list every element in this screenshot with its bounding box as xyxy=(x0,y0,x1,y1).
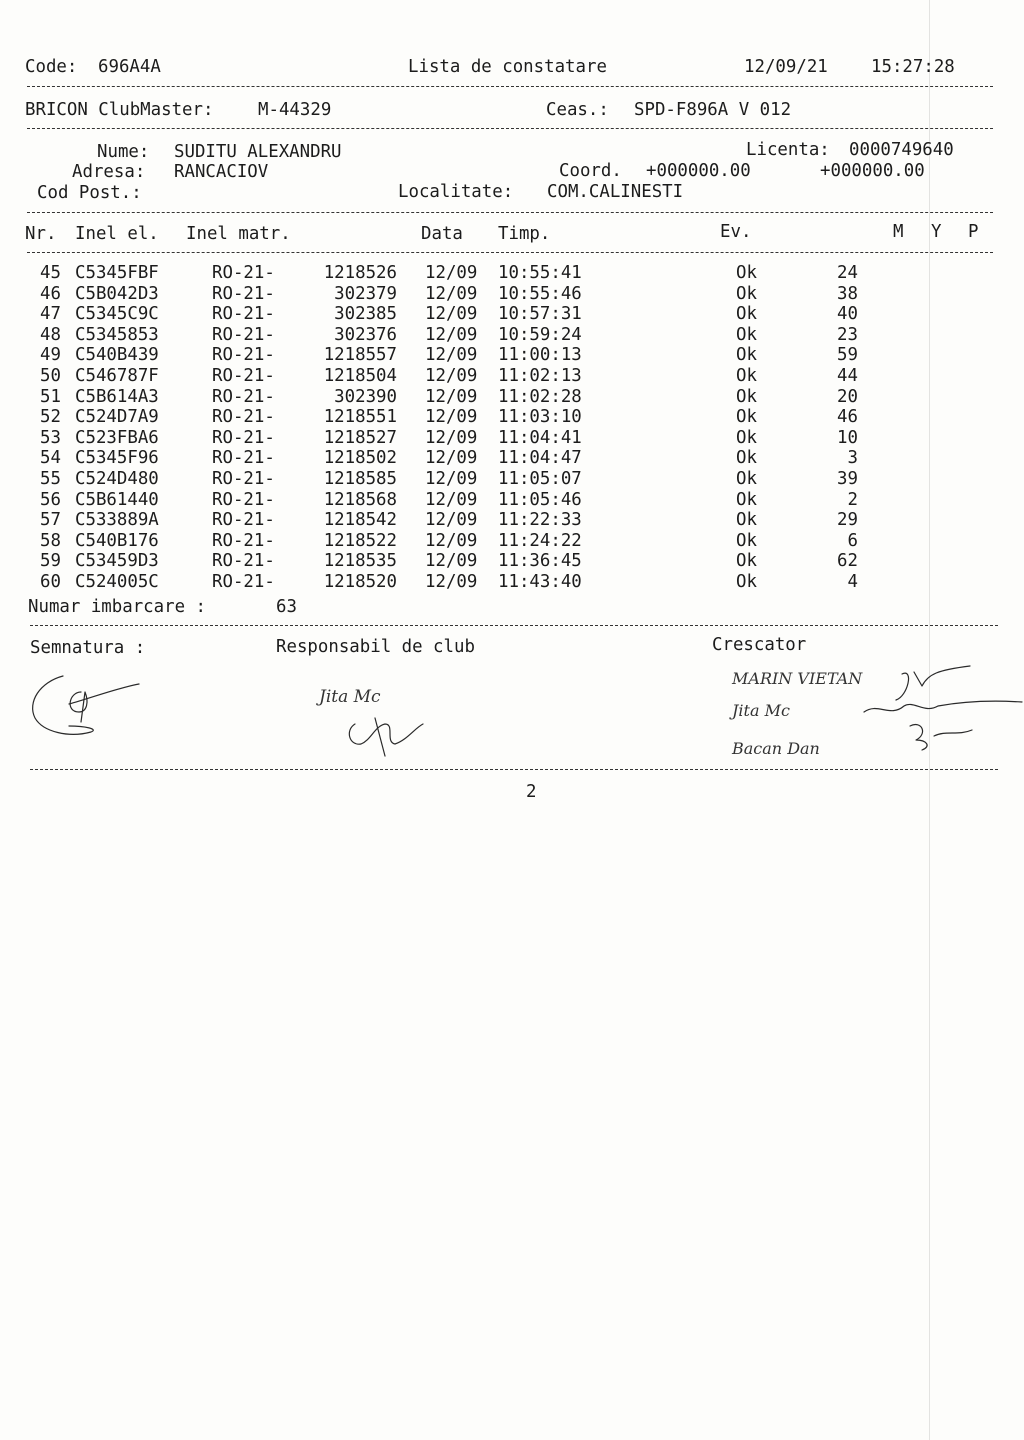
table-row xyxy=(0,263,1024,284)
table-row xyxy=(0,428,1024,449)
cell-pre: RO-21- xyxy=(212,571,275,592)
cell-date: 12/09 xyxy=(425,263,478,283)
cell-time: 11:24:22 xyxy=(498,530,582,551)
cell-nr: 49 xyxy=(40,345,61,366)
cell-time: 10:55:41 xyxy=(498,263,582,283)
cell-el: C524D480 xyxy=(75,468,159,489)
coord-y: +000000.00 xyxy=(820,161,925,181)
cell-time: 11:43:40 xyxy=(498,571,582,592)
table-row xyxy=(0,325,1024,346)
cell-m: 29 xyxy=(837,510,858,531)
code-label: Code: xyxy=(25,57,78,77)
cell-ev: Ok xyxy=(736,448,757,469)
table-row xyxy=(0,531,1024,552)
table-row xyxy=(0,510,1024,531)
cell-nr: 50 xyxy=(40,365,61,386)
clock-label: Ceas.: xyxy=(546,100,609,120)
cell-m: 38 xyxy=(837,283,858,304)
cell-el: C5B61440 xyxy=(75,489,159,510)
breeder-signature-text-3: Bacan Dan xyxy=(732,739,820,758)
cell-nr: 46 xyxy=(40,283,61,304)
cell-pre: RO-21- xyxy=(212,407,275,428)
col-ev: Ev. xyxy=(720,222,752,242)
table-row xyxy=(0,387,1024,408)
name-label: Nume: xyxy=(97,142,150,162)
cell-matr: 1218542 xyxy=(323,510,397,531)
table-row xyxy=(0,448,1024,469)
cell-pre: RO-21- xyxy=(212,386,275,407)
cell-time: 10:55:46 xyxy=(498,283,582,304)
cell-pre: RO-21- xyxy=(212,448,275,469)
cell-el: C533889A xyxy=(75,510,159,531)
cell-el: C546787F xyxy=(75,365,159,386)
cell-matr: 1218504 xyxy=(323,365,397,386)
cell-matr: 1218585 xyxy=(323,468,397,489)
clock-value: SPD-F896A V 012 xyxy=(634,100,792,120)
cell-ev: Ok xyxy=(736,551,757,572)
cell-nr: 60 xyxy=(40,571,61,592)
signature-label: Semnatura : xyxy=(30,638,146,658)
print-time: 15:27:28 xyxy=(871,57,955,77)
page-number: 2 xyxy=(526,782,537,802)
locality-label: Localitate: xyxy=(398,182,514,202)
col-p: P xyxy=(968,222,979,242)
cell-date: 12/09 xyxy=(425,530,478,551)
breeder-label: Crescator xyxy=(712,635,807,655)
col-date: Data xyxy=(421,224,463,244)
cell-time: 11:22:33 xyxy=(498,510,582,531)
separator xyxy=(27,252,993,253)
cell-m: 44 xyxy=(837,365,858,386)
cell-time: 11:05:46 xyxy=(498,489,582,510)
coord-x: +000000.00 xyxy=(646,161,751,181)
cell-m: 59 xyxy=(837,345,858,366)
cell-m: 2 xyxy=(847,489,858,510)
cell-date: 12/09 xyxy=(425,448,478,469)
cell-nr: 48 xyxy=(40,324,61,345)
cell-pre: RO-21- xyxy=(212,427,275,448)
table-row xyxy=(0,304,1024,325)
cell-nr: 45 xyxy=(40,263,61,283)
table-row xyxy=(0,366,1024,387)
cell-matr: 302385 xyxy=(334,304,397,325)
cell-ev: Ok xyxy=(736,365,757,386)
breeder-signature-text-1: MARIN VIETAN xyxy=(732,669,863,688)
cell-m: 40 xyxy=(837,304,858,325)
separator xyxy=(27,128,993,129)
cell-pre: RO-21- xyxy=(212,263,275,283)
cell-ev: Ok xyxy=(736,510,757,531)
club-signature-text: Jita Mc xyxy=(319,687,381,707)
cell-date: 12/09 xyxy=(425,551,478,572)
cell-pre: RO-21- xyxy=(212,304,275,325)
cell-date: 12/09 xyxy=(425,365,478,386)
table-row xyxy=(0,469,1024,490)
cell-m: 3 xyxy=(847,448,858,469)
cell-el: C5345853 xyxy=(75,324,159,345)
cell-time: 11:04:41 xyxy=(498,427,582,448)
cell-date: 12/09 xyxy=(425,510,478,531)
cell-el: C53459D3 xyxy=(75,551,159,572)
cell-pre: RO-21- xyxy=(212,283,275,304)
cell-m: 6 xyxy=(847,530,858,551)
cell-ev: Ok xyxy=(736,427,757,448)
cell-date: 12/09 xyxy=(425,386,478,407)
cell-date: 12/09 xyxy=(425,468,478,489)
cell-nr: 52 xyxy=(40,407,61,428)
cell-matr: 1218522 xyxy=(323,530,397,551)
owner-address: RANCACIOV xyxy=(174,162,269,182)
code-value: 696A4A xyxy=(98,57,161,77)
cell-date: 12/09 xyxy=(425,427,478,448)
license-label: Licenta: xyxy=(746,140,830,160)
handwritten-signature-main xyxy=(25,668,145,748)
cell-time: 11:02:28 xyxy=(498,386,582,407)
cell-time: 10:59:24 xyxy=(498,324,582,345)
document-title: Lista de constatare xyxy=(408,57,607,77)
cell-el: C5345C9C xyxy=(75,304,159,325)
cell-matr: 1218502 xyxy=(323,448,397,469)
cell-ev: Ok xyxy=(736,489,757,510)
cell-pre: RO-21- xyxy=(212,489,275,510)
cell-date: 12/09 xyxy=(425,283,478,304)
cell-time: 11:04:47 xyxy=(498,448,582,469)
cell-ev: Ok xyxy=(736,407,757,428)
cell-matr: 1218526 xyxy=(323,263,397,283)
cell-el: C5345FBF xyxy=(75,263,159,283)
cell-matr: 1218527 xyxy=(323,427,397,448)
separator xyxy=(27,86,993,87)
col-time: Timp. xyxy=(498,224,551,244)
cell-nr: 57 xyxy=(40,510,61,531)
cell-m: 46 xyxy=(837,407,858,428)
license-value: 0000749640 xyxy=(849,140,954,160)
cell-el: C540B176 xyxy=(75,530,159,551)
cell-nr: 55 xyxy=(40,468,61,489)
cell-time: 11:03:10 xyxy=(498,407,582,428)
col-nr: Nr. xyxy=(25,224,57,244)
cell-nr: 47 xyxy=(40,304,61,325)
cell-m: 24 xyxy=(837,263,858,283)
cell-nr: 58 xyxy=(40,530,61,551)
cell-pre: RO-21- xyxy=(212,324,275,345)
cell-m: 4 xyxy=(847,571,858,592)
cell-pre: RO-21- xyxy=(212,365,275,386)
cell-el: C523FBA6 xyxy=(75,427,159,448)
cell-matr: 1218568 xyxy=(323,489,397,510)
system-label: BRICON ClubMaster: xyxy=(25,100,214,120)
coord-label: Coord. xyxy=(559,161,622,181)
cell-nr: 54 xyxy=(40,448,61,469)
col-y: Y xyxy=(931,222,942,242)
cell-time: 11:00:13 xyxy=(498,345,582,366)
cell-el: C524D7A9 xyxy=(75,407,159,428)
cell-nr: 59 xyxy=(40,551,61,572)
cell-el: C5345F96 xyxy=(75,448,159,469)
col-ring-el: Inel el. xyxy=(75,224,159,244)
cell-matr: 1218520 xyxy=(323,571,397,592)
owner-locality: COM.CALINESTI xyxy=(547,182,684,202)
cell-ev: Ok xyxy=(736,263,757,283)
separator xyxy=(30,769,998,770)
col-ring-matr: Inel matr. xyxy=(186,224,291,244)
cell-nr: 51 xyxy=(40,386,61,407)
cell-matr: 1218557 xyxy=(323,345,397,366)
table-row xyxy=(0,490,1024,511)
table-row xyxy=(0,572,1024,593)
cell-date: 12/09 xyxy=(425,345,478,366)
club-responsible-label: Responsabil de club xyxy=(276,637,475,657)
cell-matr: 302376 xyxy=(334,324,397,345)
handwritten-signature-breeder xyxy=(728,656,1024,764)
cell-ev: Ok xyxy=(736,530,757,551)
cell-ev: Ok xyxy=(736,324,757,345)
postal-label: Cod Post.: xyxy=(37,183,142,203)
cell-time: 10:57:31 xyxy=(498,304,582,325)
system-id: M-44329 xyxy=(258,100,332,120)
owner-name: SUDITU ALEXANDRU xyxy=(174,142,342,162)
cell-pre: RO-21- xyxy=(212,345,275,366)
cell-ev: Ok xyxy=(736,571,757,592)
cell-pre: RO-21- xyxy=(212,468,275,489)
cell-time: 11:02:13 xyxy=(498,365,582,386)
cell-time: 11:36:45 xyxy=(498,551,582,572)
cell-matr: 302379 xyxy=(334,283,397,304)
col-m: M xyxy=(893,222,904,242)
cell-date: 12/09 xyxy=(425,324,478,345)
cell-m: 20 xyxy=(837,386,858,407)
table-row xyxy=(0,551,1024,572)
table-row xyxy=(0,284,1024,305)
breeder-signature-text-2: Jita Mc xyxy=(732,701,790,720)
cell-m: 39 xyxy=(837,468,858,489)
cell-el: C540B439 xyxy=(75,345,159,366)
cell-el: C5B614A3 xyxy=(75,386,159,407)
cell-pre: RO-21- xyxy=(212,510,275,531)
cell-el: C524005C xyxy=(75,571,159,592)
cell-matr: 1218535 xyxy=(323,551,397,572)
cell-m: 10 xyxy=(837,427,858,448)
results-table xyxy=(0,263,1024,593)
cell-m: 62 xyxy=(837,551,858,572)
cell-matr: 302390 xyxy=(334,386,397,407)
cell-m: 23 xyxy=(837,324,858,345)
cell-matr: 1218551 xyxy=(323,407,397,428)
cell-date: 12/09 xyxy=(425,407,478,428)
cell-date: 12/09 xyxy=(425,304,478,325)
boarding-value: 63 xyxy=(276,597,297,617)
boarding-label: Numar imbarcare : xyxy=(28,597,206,617)
cell-nr: 53 xyxy=(40,427,61,448)
cell-date: 12/09 xyxy=(425,489,478,510)
cell-pre: RO-21- xyxy=(212,530,275,551)
cell-el: C5B042D3 xyxy=(75,283,159,304)
separator xyxy=(30,625,998,626)
cell-ev: Ok xyxy=(736,283,757,304)
cell-ev: Ok xyxy=(736,345,757,366)
separator xyxy=(27,212,993,213)
address-label: Adresa: xyxy=(72,162,146,182)
print-date: 12/09/21 xyxy=(744,57,828,77)
cell-time: 11:05:07 xyxy=(498,468,582,489)
cell-date: 12/09 xyxy=(425,571,478,592)
table-row xyxy=(0,345,1024,366)
cell-ev: Ok xyxy=(736,468,757,489)
handwritten-signature-club xyxy=(315,680,465,770)
cell-pre: RO-21- xyxy=(212,551,275,572)
cell-ev: Ok xyxy=(736,386,757,407)
cell-nr: 56 xyxy=(40,489,61,510)
cell-ev: Ok xyxy=(736,304,757,325)
table-row xyxy=(0,407,1024,428)
